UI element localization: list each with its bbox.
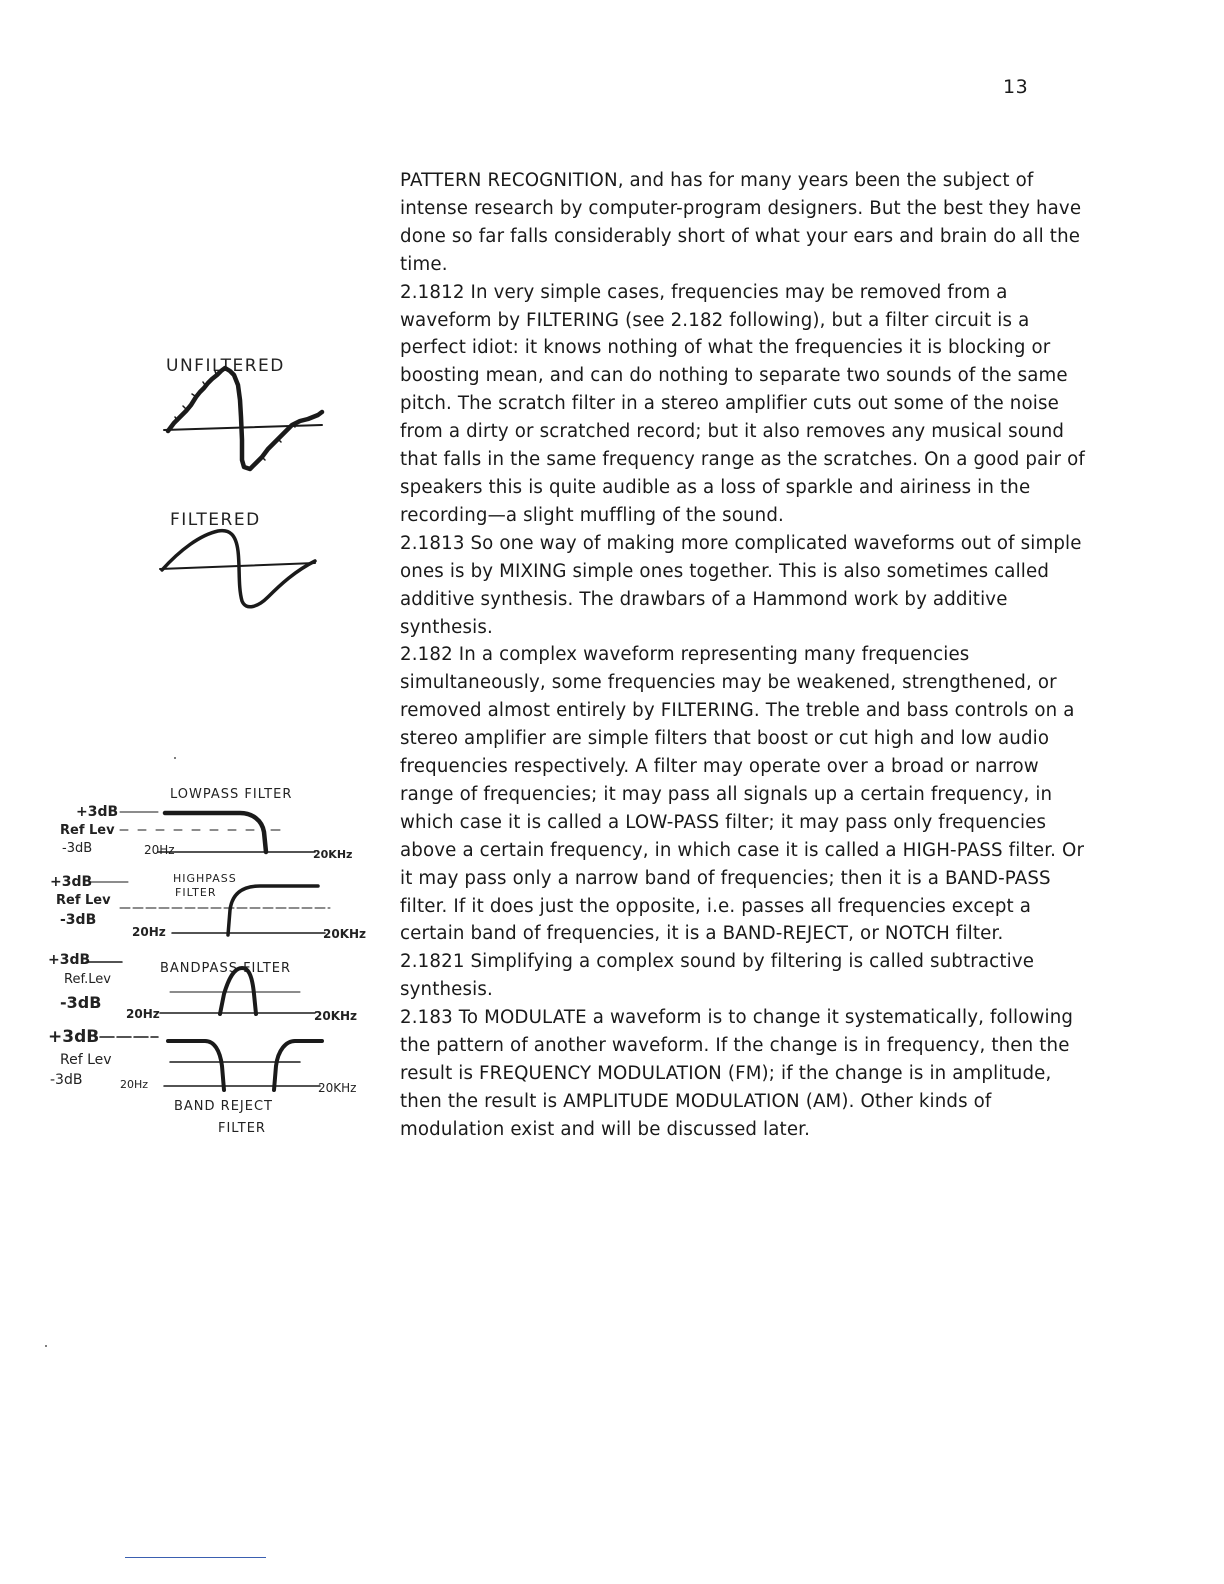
highpass-plus-label: +3dB (50, 874, 93, 890)
filtered-label: FILTERED (170, 510, 261, 530)
bandpass-filter-graph (48, 952, 357, 1023)
lowpass-filter-graph (60, 787, 352, 861)
scan-speck (174, 757, 176, 759)
lowpass-high-label: 20KHz (313, 848, 353, 861)
highpass-ref-label: Ref Lev (56, 893, 111, 908)
highpass-title-line2: FILTER (175, 886, 217, 899)
highpass-title-line1: HIGHPASS (173, 872, 237, 885)
bandreject-title-line1: BAND REJECT (174, 1099, 273, 1114)
lowpass-title: LOWPASS FILTER (170, 787, 293, 802)
lowpass-plus-label: +3dB (76, 804, 119, 820)
lowpass-minus-label: -3dB (62, 841, 93, 856)
bandreject-minus-label: -3dB (50, 1072, 83, 1088)
highpass-minus-label: -3dB (60, 912, 97, 928)
highpass-high-label: 20KHz (323, 927, 367, 941)
bandreject-title-line2: FILTER (218, 1121, 266, 1136)
waveform-figure (150, 345, 340, 620)
filter-figure (40, 770, 385, 1140)
bandpass-plus-label: +3dB (48, 952, 91, 968)
page-number: 13 (1003, 76, 1029, 98)
lowpass-low-label: 20Hz (144, 843, 175, 857)
bandpass-ref-label: Ref.Lev (64, 972, 111, 987)
bandreject-high-label: 20KHz (318, 1081, 357, 1095)
paragraph-2-182: 2.182 In a complex waveform representing many frequencies simultaneously, some frequencies may be weakened, strengthened, or removed almost entirely by FILTERING. The treble and bass controls on a stereo amplifier are simple filters that boost or cut high and low audio frequencies respectively. A filter may operate over a broad or narrow range of frequencies; it may pass all signals up a certain frequency, in which case it is called a LOW-PASS filter; it may pass only frequencies above a certain frequency, in which case it is called a HIGH-PASS filter. Or it may pass only a narrow band of frequencies; then it is a BAND-PASS filter. If it does just the opposite, i.e. passes all frequencies except a certain band of frequencies, it is a BAND-REJECT, or NOTCH filter. (400, 644, 1085, 945)
highpass-low-label: 20Hz (132, 925, 166, 939)
filtered-waveform (160, 531, 315, 607)
lowpass-ref-label: Ref Lev (60, 823, 115, 838)
paragraph-2-183: 2.183 To MODULATE a waveform is to change it systematically, following the pattern of another waveform. If the change is in frequency, then the result is FREQUENCY MODULATION (FM); if the change is in amplitude, then the result is AMPLITUDE MODULATION (AM). Other kinds of modulation exist and will be discussed later. (400, 1007, 1074, 1140)
bandpass-high-label: 20KHz (314, 1009, 358, 1023)
bandpass-low-label: 20Hz (126, 1007, 160, 1021)
footnote-rule (125, 1557, 266, 1558)
highpass-filter-graph (50, 872, 366, 941)
unfiltered-label: UNFILTERED (166, 356, 285, 376)
bandpass-title: BANDPASS FILTER (160, 961, 292, 976)
body-text (400, 167, 1090, 1144)
bandreject-plus-label: +3dB (48, 1027, 100, 1047)
bandreject-low-label: 20Hz (120, 1078, 149, 1091)
unfiltered-waveform (164, 368, 322, 469)
bandreject-filter-graph (48, 1027, 356, 1136)
scan-speck (45, 1345, 47, 1347)
bandreject-ref-label: Ref Lev (60, 1052, 112, 1068)
paragraph-2-1812: 2.1812 In very simple cases, frequencies may be removed from a waveform by FILTERING (see 2.182 following), but a filter circuit is a perfect idiot: it knows nothing of what the frequencies it is blocking or boosting mean, and can do nothing to separate two sounds of the same pitch. The scratch filter in a stereo amplifier cuts out some of the noise from a dirty or scratched record; but it also removes any musical sound that falls in the same frequency range as the scratches. On a good pair of speakers this is quite audible as a loss of sparkle and airiness in the recording—a slight muffling of the sound. (400, 281, 1085, 526)
bandpass-minus-label: -3dB (60, 993, 102, 1012)
paragraph-2-1813: 2.1813 So one way of making more complicated waveforms out of simple ones is by MIXING simple ones together. This is also sometimes called additive synthesis. The drawbars of a Hammond work by additive synthesis. (400, 532, 1082, 638)
paragraph-pattern-recognition: PATTERN RECOGNITION, and has for many years been the subject of intense research by computer-program designers. But the best they have done so far falls considerably short of what your ears and brain do all the time. (400, 170, 1082, 275)
paragraph-2-1821: 2.1821 Simplifying a complex sound by filtering is called subtractive synthesis. (400, 951, 1035, 1001)
